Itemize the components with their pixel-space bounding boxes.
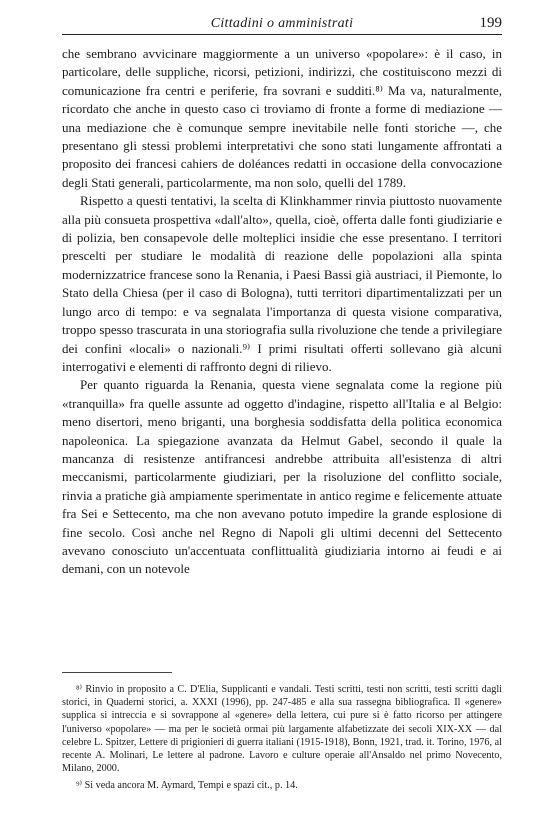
paragraph: Rispetto a questi tentativi, la scelta di Klinkhammer rinvia piuttosto nuovamente alla più consueta prospettiva «dall'alto», quella, cioè, offerta dalle fonti giudiziarie e di polizia, ben consapevole delle molteplici insidie che esse presentano. I territori prescelti per studiare le modalità di reazione delle popolazioni alla spinta modernizzatrice francese sono la Renania, i Paesi Bassi già austriaci, il Piemonte, lo Stato della Chiesa (per il caso di Bologna), tutti territori dipartimentalizzati per un lungo arco di tempo: e va segnalata l'importanza di questa visione comparativa, troppo spesso trascurata in una storiografia sulla rivoluzione che tende a privilegiare dei confini «locali» o nazionali.⁹⁾ I primi risultati offerti sollevano già alcuni interrogativi e elementi di raffronto degni di rilievo. [62,193,502,374]
footnotes [62,683,502,793]
page-header [62,12,502,34]
page-number: 199 [479,15,502,31]
paragraph: che sembrano avvicinare maggiormente a un universo «popolare»: è il caso, in particolare, delle suppliche, ricorsi, petizioni, indirizzi, che costituiscono mezzi di comunicazione fra centri e periferie, fra sovrani e sudditi.⁸⁾ Ma va, naturalmente, ricordato che anche in questo caso ci troviamo di fronte a forme di mediazione — una mediazione che è comunque sempre inevitabile nelle fonti storiche —, che presentano gli stessi problemi interpretativi che sono stati lungamente affrontati a proposito dei francesi cahiers de doléances redatti in occasione della convocazione degli Stati generali, particolarmente, ma non solo, quelli del 1789. [62,46,502,190]
footnote-9: ⁹⁾ Si veda ancora M. Aymard, Tempi e spazi cit., p. 14. [76,780,298,792]
footnote-rule [62,672,172,673]
paragraph: Per quanto riguarda la Renania, questa viene segnalata come la regione più «tranquilla» fra quelle assunte ad oggetto d'indagine, rispetto all'Italia e al Belgio: meno disertori, meno briganti, una borghesia soddisfatta della politica economica napoleonica. La spiegazione avanzata da Helmut Gabel, secondo il quale la mancanza di resistenze antifrancesi andrebbe attribuita all'esistenza di altri meccanismi, particolarmente giudiziari, per la risoluzione del conflitto sociale, rinvia a pratiche già ampiamente sperimentate in antico regime e felicemente attuate fra Sei e Settecento, ma che non avevano potuto impedire la grande esplosione di fine secolo. Così anche nel Regno di Napoli gli ultimi decenni del Settecento avevano conosciuto un'accentuata conflittualità giudiziaria intorno ai feudi e ai demani, con un notevole [62,377,502,577]
running-title: Cittadini o amministrati [210,16,354,31]
header-rule [62,34,502,35]
main-text [62,45,502,579]
footnote-8: ⁸⁾ Rinvio in proposito a C. D'Elia, Supplicanti e vandali. Testi scritti, testi non scritti, testi scritti dagli storici, in Quaderni storici, a. XXXI (1996), pp. 247-485 e alla sua rassegna bibliografica. Il «genere» supplica si intreccia e si sovrappone al «genere» della lettera, cui pure si è fatto ricorso per attingere l'universo «popolare» — ma per le società ormai più largamente alfabetizzate dei secoli XIX-XX — dal celebre L. Spitzer, Lettere di prigionieri di guerra italiani (1915-1918), Bonn, 1921, trad. it. Torino, 1976, al recente A. Molinari, Le lettere al padrone. Lavoro e culture operaie all'Ansaldo nel primo Novecento, Milano, 2000. [62,684,502,775]
